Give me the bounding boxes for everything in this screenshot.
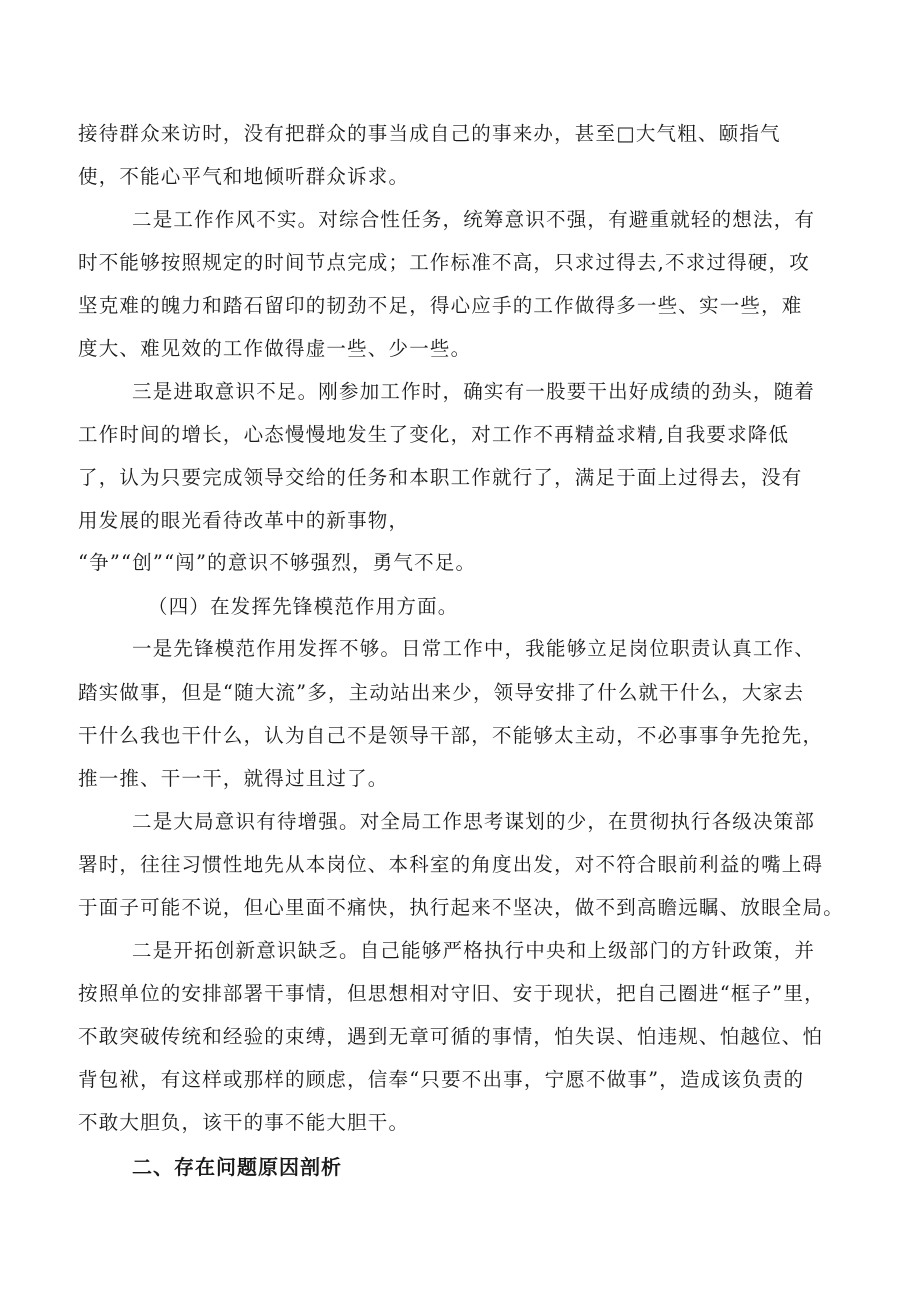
text-line: 三是进取意识不足。刚参加工作时，确实有一股要干出好成绩的劲头，随着: [132, 380, 816, 403]
text-line: 使，不能心平气和地倾听群众诉求。: [78, 165, 410, 188]
text-line: 推一推、干一干，就得过且过了。: [78, 767, 389, 790]
text-line: 干什么我也干什么，认为自己不是领导干部，不能够太主动，不必事事争先抢先，: [78, 724, 824, 747]
text-line: 于面子可能不说，但心里面不痛快，执行起来不坚决，做不到高瞻远瞩、放眼全局。: [78, 896, 844, 919]
text-line: 工作时间的增长，心态慢慢地发生了变化，对工作不再精益求精,自我要求降低: [78, 423, 790, 446]
text-line: 用发展的眼光看待改革中的新事物，: [78, 509, 410, 532]
text-line: 不敢大胆负，该干的事不能大胆干。: [78, 1111, 410, 1134]
text-line: 踏实做事，但是“随大流”多，主动站出来少，领导安排了什么就干什么，大家去: [78, 681, 805, 704]
text-line: 二是开拓创新意识缺乏。自己能够严格执行中央和上级部门的方针政策，并: [132, 939, 816, 962]
text-line: 不敢突破传统和经验的束缚，遇到无章可循的事情，怕失误、怕违规、怕越位、怕: [78, 1025, 824, 1048]
section-heading: 二、存在问题原因剖析: [132, 1155, 342, 1179]
text-line: 时不能够按照规定的时间节点完成；工作标准不高，只求过得去,不求过得硬，攻: [78, 251, 810, 274]
text-line: 署时，往往习惯性地先从本岗位、本科室的角度出发，对不符合眼前利益的嘴上碍: [78, 853, 824, 876]
text-line: 接待群众来访时，没有把群众的事当成自己的事来办，甚至□大气粗、颐指气: [78, 122, 781, 145]
subsection-heading: （四）在发挥先锋模范作用方面。: [148, 595, 459, 618]
text-line: 坚克难的魄力和踏石留印的韧劲不足，得心应手的工作做得多一些、实一些，难: [78, 294, 803, 317]
text-line: 背包袱，有这样或那样的顾虑，信奉“只要不出事，宁愿不做事”，造成该负责的: [78, 1068, 805, 1091]
text-line: 二是大局意识有待增强。对全局工作思考谋划的少，在贯彻执行各级决策部: [132, 810, 816, 833]
text-line: 按照单位的安排部署干事情，但思想相对守旧、安于现状，把自己圈进“框子”里，: [78, 982, 825, 1005]
text-line: 了，认为只要完成领导交给的任务和本职工作就行了，满足于面上过得去，没有: [78, 466, 803, 489]
text-line: 一是先锋模范作用发挥不够。日常工作中，我能够立足岗位职责认真工作、: [132, 637, 816, 660]
text-line: 二是工作作风不实。对综合性任务，统筹意识不强，有避重就轻的想法，有: [132, 208, 816, 231]
text-line: “争”“创”“闯”的意识不够强烈，勇气不足。: [78, 551, 477, 574]
text-line: 度大、难见效的工作做得虚一些、少一些。: [78, 337, 472, 360]
